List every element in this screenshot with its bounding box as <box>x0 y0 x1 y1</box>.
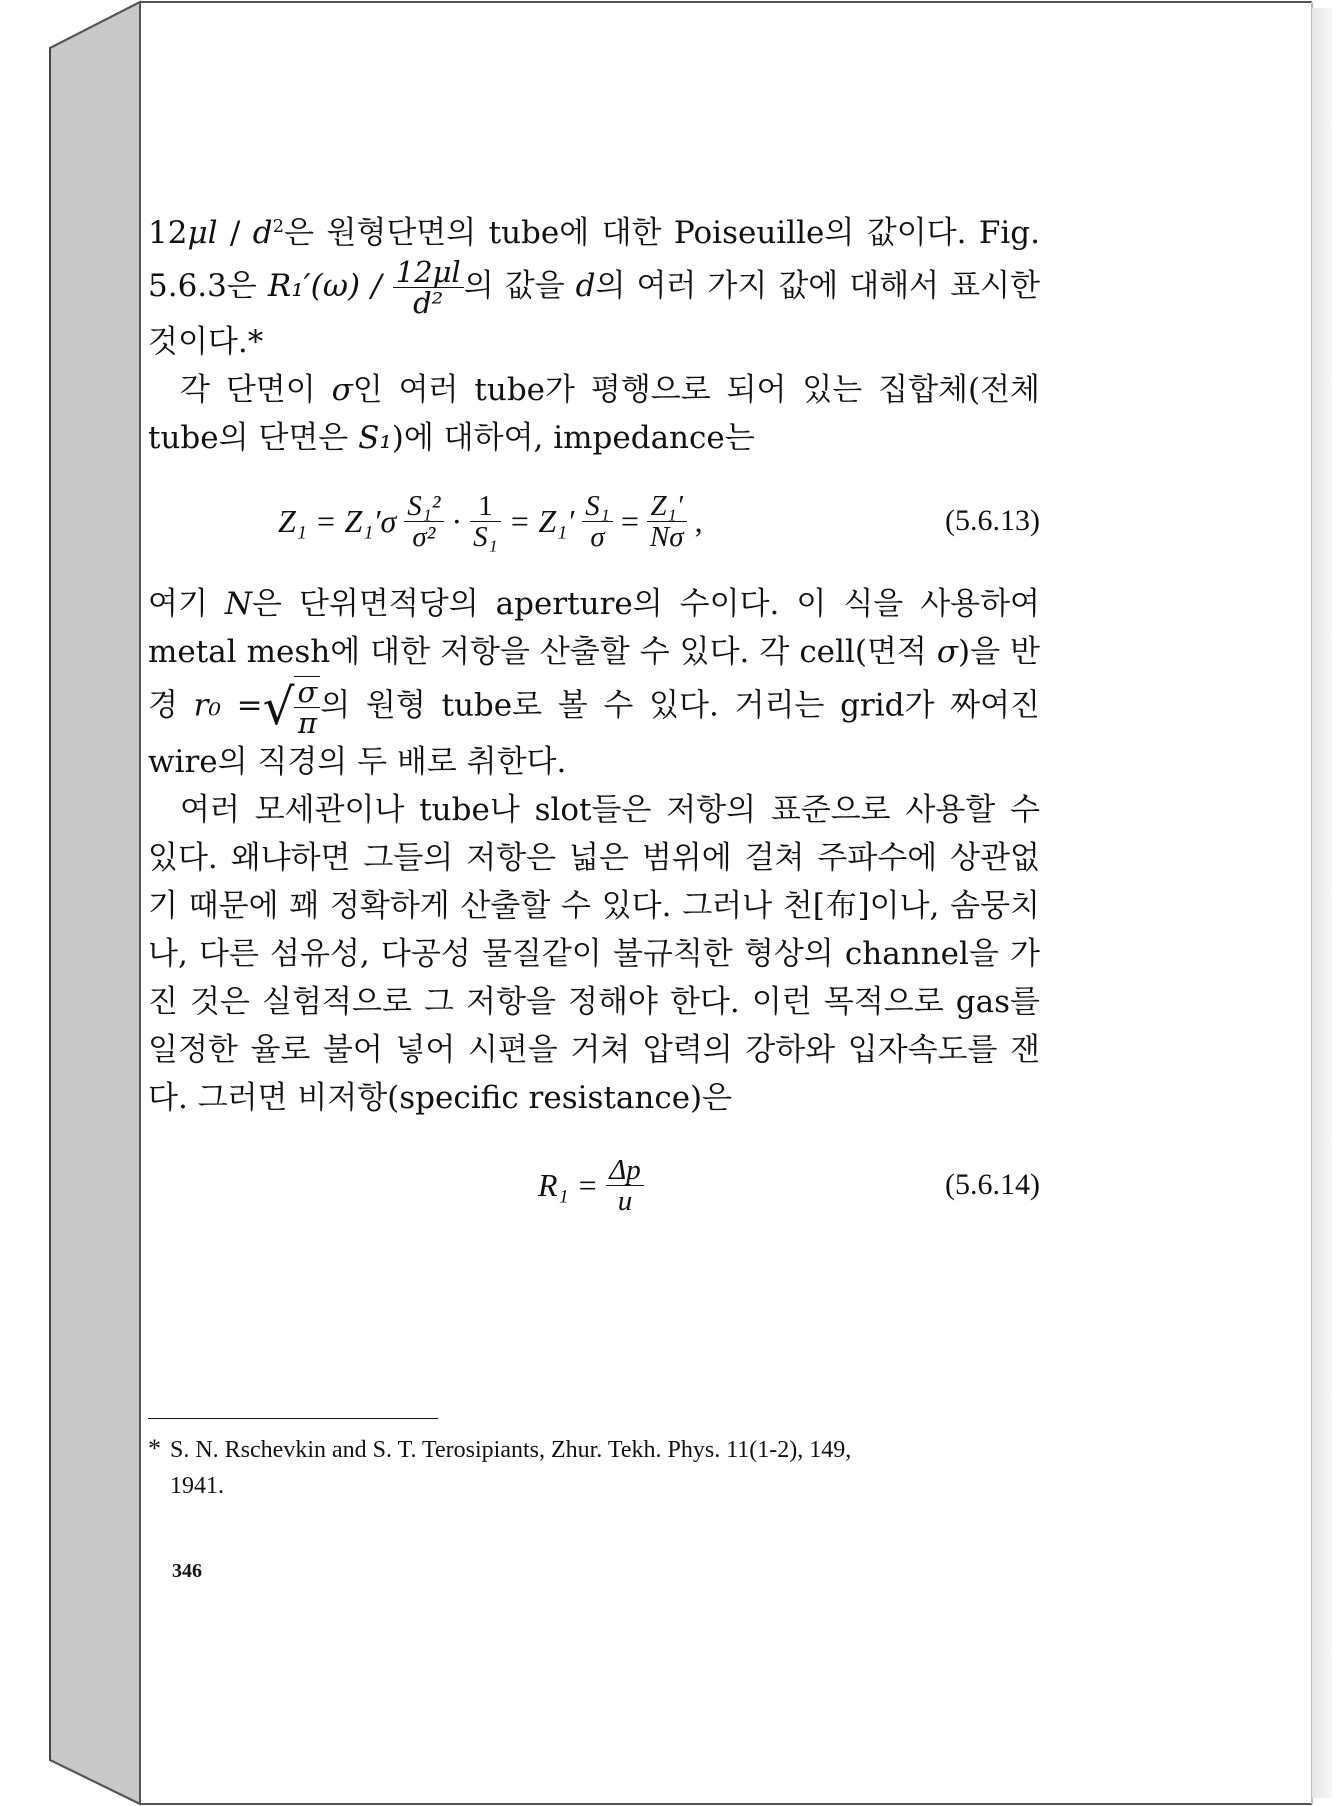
fraction-numerator: 1 <box>470 491 501 522</box>
comma: , <box>694 503 703 539</box>
eq-lhs: R₁ = <box>538 1167 599 1203</box>
fraction-deltap-u <box>606 1155 644 1216</box>
radical-sign: √ <box>262 678 295 736</box>
math-d: d <box>252 215 273 251</box>
paragraph-1 <box>148 203 1040 366</box>
fraction-denominator: d² <box>413 286 444 320</box>
math-mu-l: μl <box>187 215 218 251</box>
fraction-numerator: 12μl <box>393 257 464 288</box>
eq-middle: = Z₁′ <box>508 503 575 539</box>
equation-5-6-14 <box>148 1136 1040 1234</box>
equals-sign: = <box>620 503 639 539</box>
fraction-denominator: σ² <box>412 520 436 553</box>
text: 은 원형단면의 tube에 대한 Poiseuille의 값이다. Fig. 5.6.3은 <box>148 215 1040 304</box>
fraction-12mul-d2 <box>393 257 464 318</box>
text: 여기 <box>148 586 225 622</box>
footnote <box>148 1431 1040 1504</box>
fraction-denominator: u <box>617 1184 633 1217</box>
footnote-line-1: S. N. Rschevkin and S. T. Terosipiants, Zhur. Tekh. Phys. 11(1-2), 149, <box>170 1437 852 1463</box>
fraction-numerator: S₁² <box>404 491 443 522</box>
paragraph-2 <box>148 366 1040 462</box>
text: 각 단면이 <box>180 372 332 408</box>
eq-lhs: Z₁ = Z₁′σ <box>278 503 397 539</box>
math-s1: S₁ <box>358 420 392 456</box>
paragraph-3 <box>148 580 1040 786</box>
text: 12 <box>148 215 188 251</box>
page-number: 346 <box>172 1560 202 1582</box>
fraction-numerator: Z₁′ <box>647 491 687 522</box>
fraction-numerator: S₁ <box>582 491 613 522</box>
fraction-numerator: σ <box>294 677 320 708</box>
math-sigma: σ <box>936 634 959 670</box>
equation-number: (5.6.14) <box>945 1168 1040 1201</box>
math-r0: r₀ = <box>193 687 263 724</box>
page-edge-shadow <box>1312 8 1332 1798</box>
footnote-line-2: 1941. <box>170 1473 224 1499</box>
fraction-denominator: Nσ <box>649 520 684 553</box>
footnote-marker: * <box>148 1434 161 1463</box>
text: )에 대하여, impedance는 <box>391 420 755 456</box>
text: 의 여러 가지 값에 대해서 표시한 것이다.* <box>148 268 1040 360</box>
fraction-s1-sigma <box>582 491 613 552</box>
page-body <box>148 203 1040 1244</box>
superscript: 2 <box>272 216 285 237</box>
equation-body <box>538 1136 644 1234</box>
text: 은 단위면적당의 aperture의 수이다. 이 식을 사용하여 metal mesh에 대한 저항을 산출할 수 있다. 각 cell(면적 <box>148 586 1040 670</box>
equation-body <box>278 472 703 570</box>
fraction-denominator: S₁ <box>473 520 498 553</box>
text: / <box>217 215 253 251</box>
equation-number: (5.6.13) <box>945 504 1040 537</box>
paragraph-4: 여러 모세관이나 tube나 slot들은 저항의 표준으로 사용할 수 있다. 왜냐하면 그들의 저항은 넓은 범위에 걸쳐 주파수에 상관없기 때문에 꽤 정확하게 산출할 수 있다. 그러나 천[布]이나, 솜뭉치나, 다른 섬유성, 다공성 물질같이 불규칙한 형상의 channel을 가진 것은 실험적으로 그 저항을 정해야 한다. 이런 목적으로 gas를 일정한 율로 불어 넣어 시편을 거쳐 압력의 강하와 입자속도를 잰다. 그러면 비저항(specific resistance)은 <box>148 792 1040 1116</box>
text: 의 값을 <box>463 268 576 304</box>
fraction-denominator: σ <box>590 520 605 553</box>
text: 의 원형 tube로 볼 수 있다. 거리는 grid가 짜여진 wire의 직경의 두 배로 취한다. <box>148 687 1040 780</box>
fraction-z1-nsigma <box>647 491 687 552</box>
fraction-sigma-pi <box>294 677 320 738</box>
math-r1-omega: R₁′(ω) / <box>267 268 393 304</box>
math-sigma: σ <box>331 372 353 408</box>
dot-operator: · <box>451 503 463 539</box>
footnote-rule <box>148 1418 438 1419</box>
math-d: d <box>575 268 596 304</box>
fraction-1-s1 <box>470 491 501 552</box>
text: 인 여러 tube가 평행으로 되어 있는 집합체(전체 tube의 단면은 <box>148 372 1040 456</box>
text: )을 반경 <box>148 634 1040 724</box>
fraction-denominator: π <box>297 706 317 740</box>
math-n: N <box>224 586 253 622</box>
fraction-numerator: Δp <box>606 1155 644 1186</box>
equation-5-6-13 <box>148 472 1040 570</box>
fraction-s1sq-sigmasq <box>404 491 443 552</box>
square-root <box>263 676 321 738</box>
